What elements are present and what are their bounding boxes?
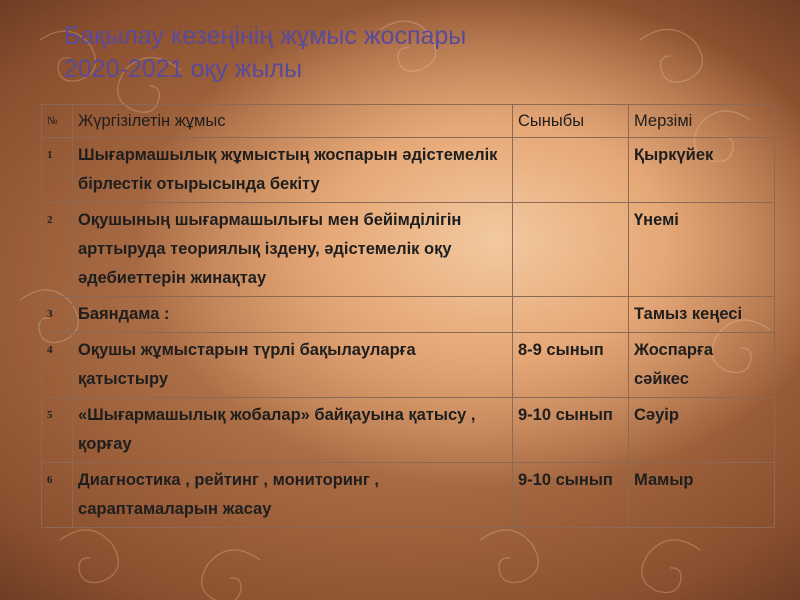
row-term: Мамыр [629, 463, 775, 528]
row-work: «Шығармашылық жобалар» байқауына қатысу , қорғау [73, 398, 513, 463]
work-plan-table [41, 104, 775, 528]
header-work: Жүргізілетін жұмыс [73, 105, 513, 138]
table-row [42, 297, 775, 333]
row-work: Диагностика , рейтинг , мониторинг , сараптамаларын жасау [73, 463, 513, 528]
row-class [513, 297, 629, 333]
title-line-2: 2020-2021 оқу жылы [64, 55, 303, 83]
row-class [513, 203, 629, 297]
header-number: № [42, 105, 73, 138]
table-row [42, 398, 775, 463]
row-term: Үнемі [629, 203, 775, 297]
row-work: Оқушы жұмыстарын түрлі бақылауларға қатыстыру [73, 333, 513, 398]
table-row [42, 138, 775, 203]
table-row [42, 203, 775, 297]
slide-title [64, 20, 466, 86]
table-row [42, 333, 775, 398]
row-number: 4 [42, 333, 73, 398]
row-number: 5 [42, 398, 73, 463]
header-term: Мерзімі [629, 105, 775, 138]
row-class: 9-10 сынып [513, 463, 629, 528]
row-work: Шығармашылық жұмыстың жоспарын әдістемелік бірлестік отырысында бекіту [73, 138, 513, 203]
row-number: 3 [42, 297, 73, 333]
header-class: Сыныбы [513, 105, 629, 138]
row-term: Сәуір [629, 398, 775, 463]
row-number: 2 [42, 203, 73, 297]
row-class: 8-9 сынып [513, 333, 629, 398]
table-header-row [42, 105, 775, 138]
row-class: 9-10 сынып [513, 398, 629, 463]
row-class [513, 138, 629, 203]
row-work: Баяндама : [73, 297, 513, 333]
row-work: Оқушының шығармашылығы мен бейімділігін арттыруда теориялық іздену, әдістемелік оқу әдебиеттерін жинақтау [73, 203, 513, 297]
table-row [42, 463, 775, 528]
row-term: Тамыз кеңесі [629, 297, 775, 333]
row-number: 6 [42, 463, 73, 528]
row-term: Қыркүйек [629, 138, 775, 203]
row-number: 1 [42, 138, 73, 203]
title-line-1: Бақылау кезеңінің жұмыс жоспары [64, 22, 467, 50]
row-term: Жоспарға сәйкес [629, 333, 775, 398]
